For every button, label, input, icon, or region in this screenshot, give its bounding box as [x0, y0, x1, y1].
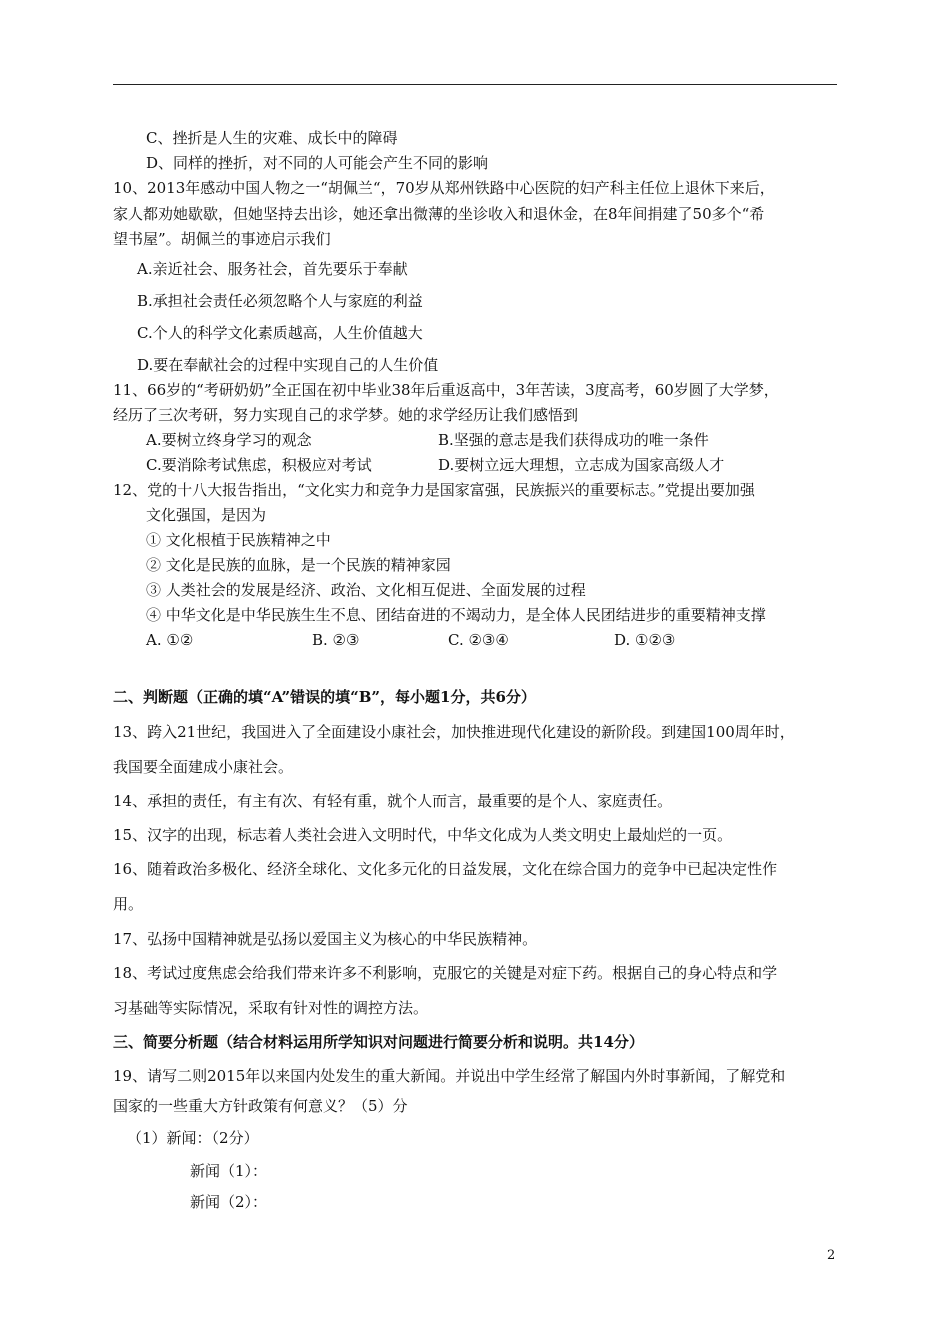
- q12-option-d: D. ①②③: [614, 631, 676, 649]
- q10-option-a: A.亲近社会、服务社会，首先要乐于奉献: [137, 260, 408, 278]
- q13-line2: 我国要全面建成小康社会。: [113, 758, 294, 776]
- q12-stem-line2: 文化强国，是因为: [146, 506, 267, 524]
- q11-stem-line2: 经历了三次考研，努力实现自己的求学梦。她的求学经历让我们感悟到: [113, 406, 579, 424]
- q12-item-1: ① 文化根植于民族精神之中: [146, 531, 331, 549]
- q12-item-2: ② 文化是民族的血脉，是一个民族的精神家园: [146, 556, 451, 574]
- q11-option-b: B.坚强的意志是我们获得成功的唯一条件: [438, 431, 709, 449]
- q19-line2: 国家的一些重大方针政策有何意义？（5）分: [113, 1097, 408, 1115]
- page-number: 2: [827, 1248, 836, 1263]
- q12-item-3: ③ 人类社会的发展是经济、政治、文化相互促进、全面发展的过程: [146, 581, 586, 599]
- q18-line1: 18、考试过度焦虑会给我们带来许多不利影响，克服它的关键是对症下药。根据自己的身心特点和学: [113, 964, 778, 982]
- q9-option-d: D、同样的挫折，对不同的人可能会产生不同的影响: [146, 154, 489, 172]
- q11-option-c: C.要消除考试焦虑，积极应对考试: [146, 456, 372, 474]
- q10-option-b: B.承担社会责任必须忽略个人与家庭的利益: [137, 292, 423, 310]
- header-rule: [113, 84, 837, 85]
- q11-option-a: A.要树立终身学习的观念: [146, 431, 312, 449]
- news-2-label: 新闻（2）：: [190, 1193, 268, 1211]
- q12-option-c: C. ②③④: [448, 631, 509, 649]
- q11-option-d: D.要树立远大理想，立志成为国家高级人才: [438, 456, 725, 474]
- q10-option-c: C.个人的科学文化素质越高，人生价值越大: [137, 324, 423, 342]
- q14: 14、承担的责任，有主有次、有轻有重，就个人而言，最重要的是个人、家庭责任。: [113, 792, 673, 810]
- q16-line2: 用。: [113, 895, 144, 913]
- q17: 17、弘扬中国精神就是弘扬以爱国主义为核心的中华民族精神。: [113, 930, 538, 948]
- news-1-label: 新闻（1）：: [190, 1162, 268, 1180]
- q11-stem-line1: 11、66岁的“考研奶奶”全正国在初中毕业38年后重返高中，3年苦读，3度高考，60岁圆了大学梦，: [113, 381, 779, 399]
- q19-line1: 19、请写二则2015年以来国内处发生的重大新闻。并说出中学生经常了解国内外时事新闻，了解党和: [113, 1067, 786, 1085]
- q13-line1: 13、跨入21世纪，我国进入了全面建设小康社会，加快推进现代化建设的新阶段。到建国100周年时，: [113, 723, 795, 741]
- q9-option-c: C、挫折是人生的灾难、成长中的障碍: [146, 129, 398, 147]
- q12-stem-line1: 12、党的十八大报告指出，“文化实力和竞争力是国家富强，民族振兴的重要标志。”党提出要加强: [113, 481, 755, 499]
- q10-stem-line2: 家人都劝她歇歇，但她坚持去出诊，她还拿出微薄的坐诊收入和退休金，在8年间捐建了50多个“希: [113, 205, 765, 223]
- q12-item-4: ④ 中华文化是中华民族生生不息、团结奋进的不竭动力，是全体人民团结进步的重要精神支撑: [146, 606, 766, 624]
- q19-part1-label: （1）新闻：（2分）: [127, 1129, 259, 1147]
- q10-stem-line3: 望书屋”。胡佩兰的事迹启示我们: [113, 230, 331, 248]
- section3-title: 三、简要分析题（结合材料运用所学知识对问题进行简要分析和说明。共14分）: [113, 1033, 644, 1051]
- q15: 15、汉字的出现，标志着人类社会进入文明时代，中华文化成为人类文明史上最灿烂的一页。: [113, 826, 733, 844]
- q12-option-b: B. ②③: [312, 631, 360, 649]
- q10-stem-line1: 10、2013年感动中国人物之一“胡佩兰“，70岁从郑州铁路中心医院的妇产科主任位上退休下来后，: [113, 179, 775, 197]
- q16-line1: 16、随着政治多极化、经济全球化、文化多元化的日益发展，文化在综合国力的竞争中已起决定性作: [113, 860, 778, 878]
- q10-option-d: D.要在奉献社会的过程中实现自己的人生价值: [137, 356, 439, 374]
- q12-option-a: A. ①②: [146, 631, 194, 649]
- section2-title: 二、判断题（正确的填“A”错误的填“B”，每小题1分，共6分）: [113, 688, 536, 706]
- q18-line2: 习基础等实际情况，采取有针对性的调控方法。: [113, 999, 429, 1017]
